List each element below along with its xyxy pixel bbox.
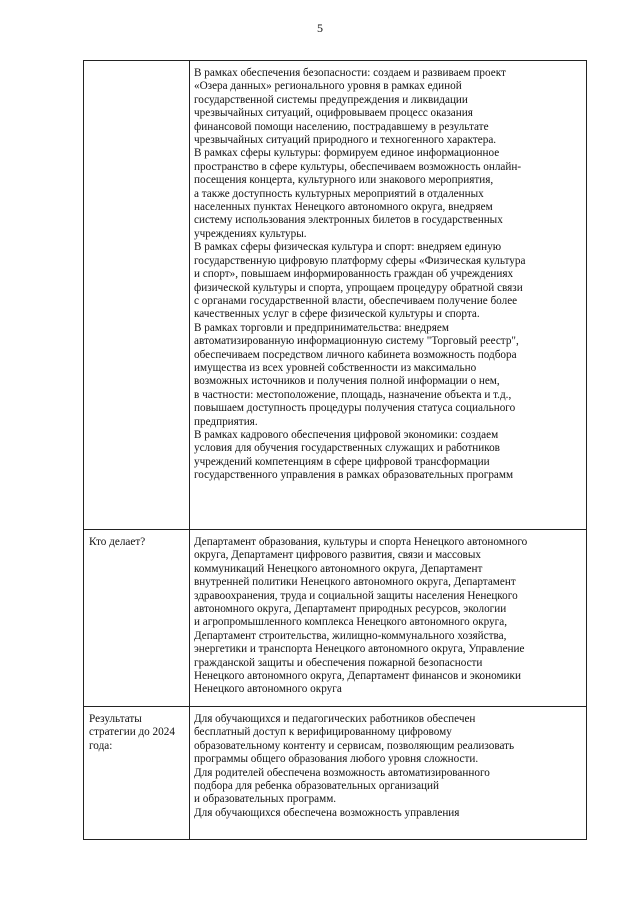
paragraph-result-1: Для обучающихся и педагогических работников обеспечен бесплатный доступ к верифицированному цифровому образовательному контенту и сервисам, позволяющим реализовать программы общего образования любого уровня сложности. bbox=[194, 713, 515, 766]
paragraph-culture: В рамках сферы культуры: формируем единое информационное пространство в сфере культуры, обеспечиваем возможность онлайн- посещения концерта, культурного или знакового мероприятия, а также доступность культурных мероприятий в отдаленных населенных пунктах Ненецкого автономного округа, внедряем систему использования электронных билетов в государственных учреждениях культуры. bbox=[194, 147, 522, 240]
row-label-results: Результаты стратегии до 2024 года: bbox=[84, 707, 190, 840]
paragraph-trade: В рамках торговли и предпринимательства: внедряем автоматизированную информационную систему "Торговый реестр", обеспечиваем посредством личного кабинета возможность подбора имущества из всех уровней собственности из максимально возможных источников и получения полной информации о нем, в частности: местоположение, площадь, назначение объекта и т.д., повышаем доступность процедуры получения статуса социального предприятия. bbox=[194, 321, 519, 428]
paragraph-security: В рамках обеспечения безопасности: создаем и развиваем проект «Озера данных» регионального уровня в рамках единой государственной системы предупреждения и ликвидации чрезвычайных ситуаций, оцифровываем процесс оказания финансовой помощи населению, пострадавшему в результате чрезвычайных ситуаций природного и техногенного характера. bbox=[194, 67, 506, 147]
row-content bbox=[190, 707, 587, 840]
table-row bbox=[84, 707, 587, 840]
paragraph-personnel: В рамках кадрового обеспечения цифровой экономики: создаем условия для обучения государственных служащих и работников учреждений компетенциям в сфере цифровой трансформации государственного управления в рамках образовательных программ bbox=[194, 428, 514, 482]
table-row bbox=[84, 530, 587, 707]
row-label bbox=[84, 61, 190, 530]
paragraph-result-2: Для родителей обеспечена возможность автоматизированного подбора для ребенка образовательных организаций и образовательных программ. bbox=[194, 766, 490, 806]
row-label-who: Кто делает? bbox=[84, 530, 190, 707]
table-row bbox=[84, 61, 587, 530]
paragraph-sport: В рамках сферы физическая культура и спорт: внедряем единую государственную цифровую платформу сферы «Физическая культура и спорт», повышаем информированность граждан об учреждениях физической культуры и спорта, упрощаем процедуру обратной связи с органами государственной власти, обеспечиваем получение более качественных услуг в сфере физической культуры и спорта. bbox=[194, 241, 526, 321]
row-content bbox=[190, 530, 587, 707]
paragraph-result-3: Для обучающихся обеспечена возможность управления bbox=[194, 806, 460, 819]
paragraph-departments: Департамент образования, культуры и спорта Ненецкого автономного округа, Департамент цифрового развития, связи и массовых коммуникаций Ненецкого автономного округа, Департамент внутренней политики Ненецкого автономного округа, Департамент здравоохранения, труда и социальной защиты населения Ненецкого автономного округа, Департамент природных ресурсов, экологии и агропромышленного комплекса Ненецкого автономного округа, Департамент строительства, жилищно-коммунального хозяйства, энергетики и транспорта Ненецкого автономного округа, Управление гражданской защиты и обеспечения пожарной безопасности Ненецкого автономного округа, Департамент финансов и экономики Ненецкого автономного округа bbox=[194, 536, 528, 696]
page-number: 5 bbox=[317, 21, 323, 35]
strategy-table bbox=[83, 60, 587, 840]
row-content bbox=[190, 61, 587, 530]
